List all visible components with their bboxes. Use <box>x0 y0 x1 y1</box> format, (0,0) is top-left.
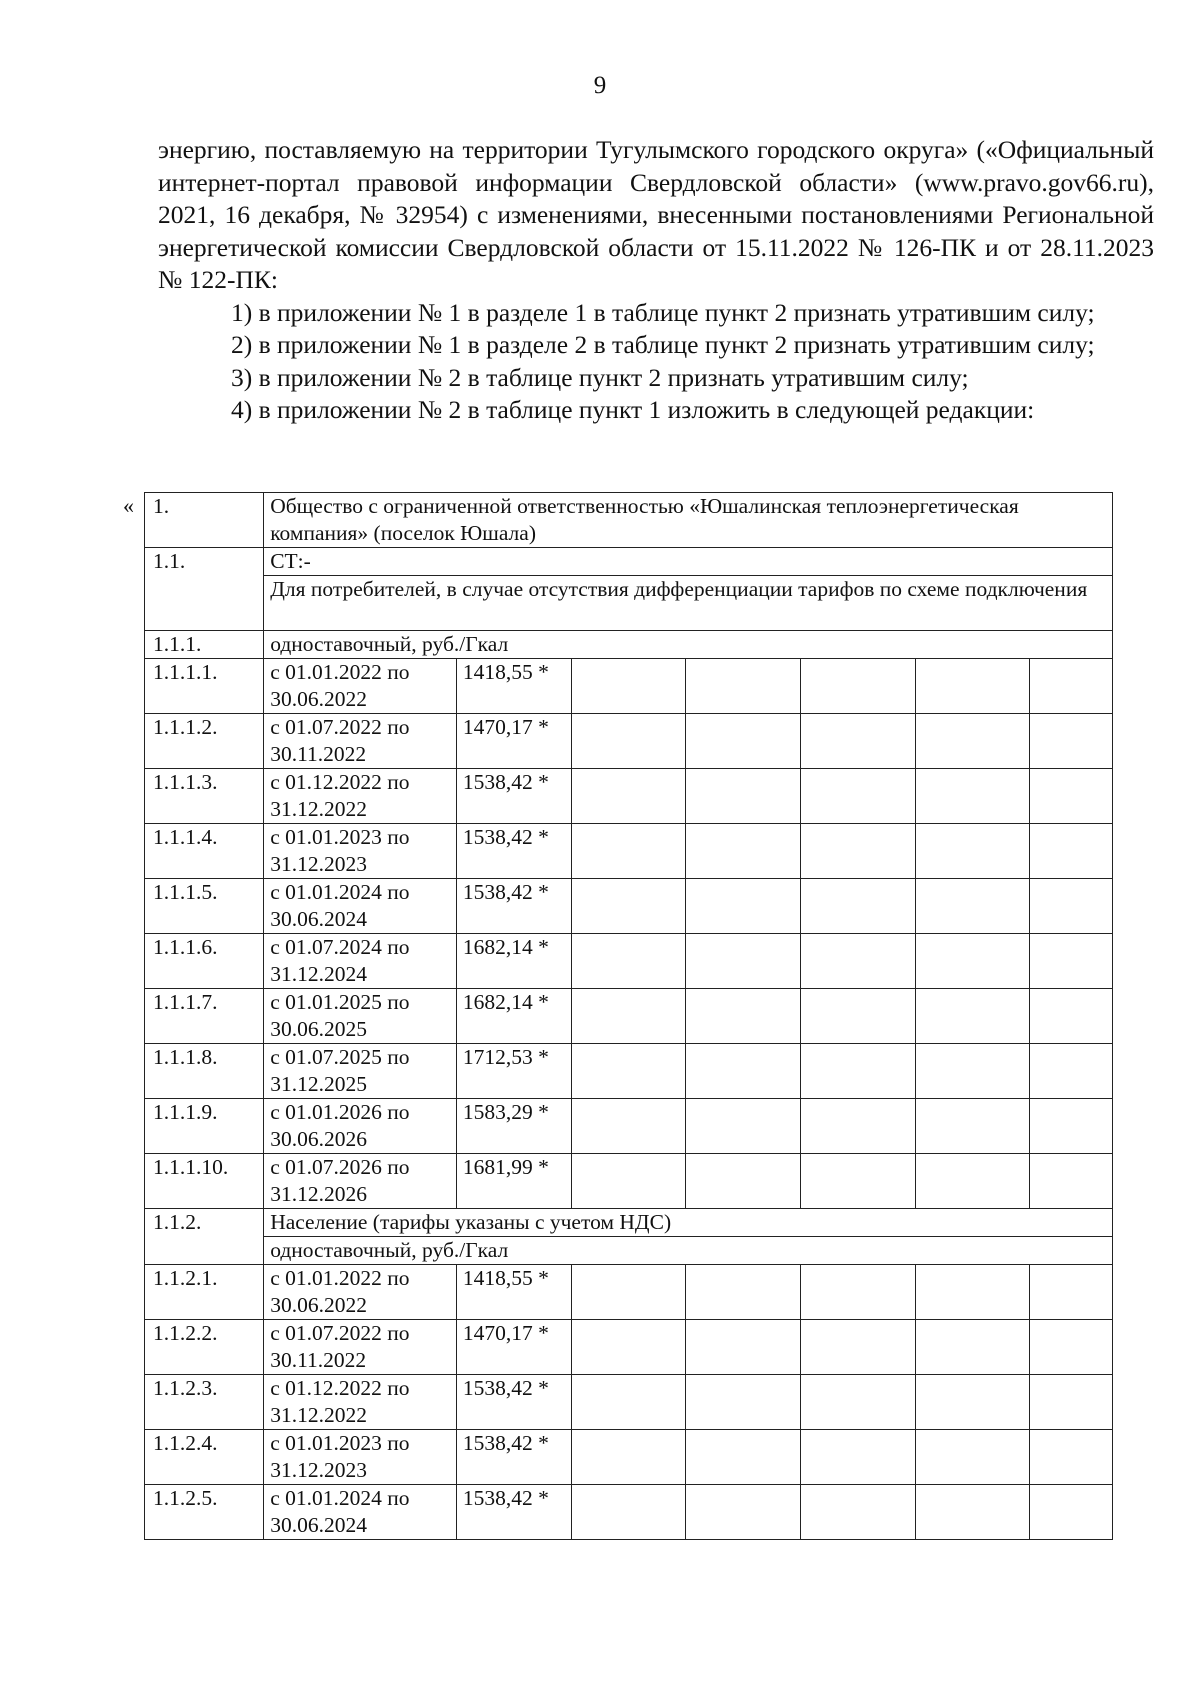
tariff-value: 1538,42 * <box>456 879 571 934</box>
tariff-period: с 01.01.2026 по 30.06.2026 <box>264 1099 457 1154</box>
empty-cell <box>801 769 916 824</box>
empty-cell <box>571 879 686 934</box>
section-label: СТ:- <box>264 548 1113 576</box>
table-row <box>145 824 1113 879</box>
empty-cell <box>801 1375 916 1430</box>
tariff-value: 1538,42 * <box>456 824 571 879</box>
table-row-consumers <box>145 576 1113 631</box>
tariff-period: с 01.01.2023 по 31.12.2023 <box>264 1430 457 1485</box>
tariff-period: с 01.01.2023 по 31.12.2023 <box>264 824 457 879</box>
table-row <box>145 1320 1113 1375</box>
row-number: 1.1.1.6. <box>145 934 264 989</box>
empty-cell <box>686 1099 801 1154</box>
empty-cell <box>571 824 686 879</box>
tariff-period: с 01.07.2022 по 30.11.2022 <box>264 1320 457 1375</box>
row-number: 1.1.2.5. <box>145 1485 264 1540</box>
table-row-group2-sublabel <box>145 1237 1113 1265</box>
tariff-value: 1682,14 * <box>456 989 571 1044</box>
empty-cell <box>571 1044 686 1099</box>
empty-cell <box>571 1099 686 1154</box>
tariff-value: 1418,55 * <box>456 659 571 714</box>
empty-cell <box>686 1044 801 1099</box>
group-label: одноставочный, руб./Гкал <box>264 631 1113 659</box>
empty-cell <box>686 1375 801 1430</box>
empty-cell <box>571 659 686 714</box>
row-number: 1.1.2.4. <box>145 1430 264 1485</box>
empty-cell <box>1030 1485 1113 1540</box>
table-row <box>145 1375 1113 1430</box>
tariff-value: 1712,53 * <box>456 1044 571 1099</box>
empty-cell <box>1030 824 1113 879</box>
empty-cell <box>686 1430 801 1485</box>
empty-cell <box>1030 1430 1113 1485</box>
page-number: 9 <box>593 72 607 99</box>
empty-cell <box>915 769 1030 824</box>
empty-cell <box>686 879 801 934</box>
empty-cell <box>915 1320 1030 1375</box>
empty-cell <box>686 1265 801 1320</box>
tariff-value: 1538,42 * <box>456 1485 571 1540</box>
row-number: 1.1.1.7. <box>145 989 264 1044</box>
row-number: 1.1. <box>145 548 264 631</box>
empty-cell <box>1030 1265 1113 1320</box>
tariff-period: с 01.01.2022 по 30.06.2022 <box>264 1265 457 1320</box>
empty-cell <box>571 1154 686 1209</box>
empty-cell <box>915 1430 1030 1485</box>
empty-cell <box>571 1375 686 1430</box>
empty-cell <box>686 769 801 824</box>
empty-cell <box>1030 769 1113 824</box>
tariff-value: 1681,99 * <box>456 1154 571 1209</box>
empty-cell <box>915 1154 1030 1209</box>
empty-cell <box>801 934 916 989</box>
empty-cell <box>686 934 801 989</box>
row-number: 1.1.1.8. <box>145 1044 264 1099</box>
empty-cell <box>571 1265 686 1320</box>
row-number: 1.1.1.9. <box>145 1099 264 1154</box>
table-row <box>145 879 1113 934</box>
empty-cell <box>915 1485 1030 1540</box>
tariff-period: с 01.07.2025 по 31.12.2025 <box>264 1044 457 1099</box>
item-3-paragraph: 3) в приложении № 2 в таблице пункт 2 признать утратившим силу; <box>231 362 969 392</box>
empty-cell <box>686 989 801 1044</box>
table-row <box>145 1430 1113 1485</box>
empty-cell <box>1030 1154 1113 1209</box>
row-number: 1.1.1.10. <box>145 1154 264 1209</box>
tariff-period: с 01.01.2025 по 30.06.2025 <box>264 989 457 1044</box>
empty-cell <box>801 879 916 934</box>
organization-name: Общество с ограниченной ответственностью «Юшалинская теплоэнергетическая компания» (поселок Юшала) <box>264 493 1113 548</box>
empty-cell <box>801 1320 916 1375</box>
empty-cell <box>801 989 916 1044</box>
table-row-section <box>145 548 1113 576</box>
table-row-group2 <box>145 1209 1113 1237</box>
group-sublabel: одноставочный, руб./Гкал <box>264 1237 1113 1265</box>
table-row <box>145 989 1113 1044</box>
tariff-period: с 01.01.2024 по 30.06.2024 <box>264 1485 457 1540</box>
empty-cell <box>571 714 686 769</box>
empty-cell <box>1030 1099 1113 1154</box>
row-number: 1.1.1. <box>145 631 264 659</box>
empty-cell <box>801 1154 916 1209</box>
empty-cell <box>1030 989 1113 1044</box>
tariff-value: 1470,17 * <box>456 714 571 769</box>
tariff-value: 1682,14 * <box>456 934 571 989</box>
row-number: 1.1.1.4. <box>145 824 264 879</box>
empty-cell <box>1030 934 1113 989</box>
empty-cell <box>915 1375 1030 1430</box>
row-number: 1.1.1.1. <box>145 659 264 714</box>
empty-cell <box>915 714 1030 769</box>
consumers-label: Для потребителей, в случае отсутствия дифференциации тарифов по схеме подключения <box>264 576 1113 631</box>
empty-cell <box>571 1320 686 1375</box>
row-number: 1.1.2.2. <box>145 1320 264 1375</box>
table-row <box>145 1265 1113 1320</box>
tariff-value: 1538,42 * <box>456 769 571 824</box>
group-label: Население (тарифы указаны с учетом НДС) <box>264 1209 1113 1237</box>
table-row <box>145 1154 1113 1209</box>
empty-cell <box>801 1265 916 1320</box>
empty-cell <box>1030 1044 1113 1099</box>
empty-cell <box>801 824 916 879</box>
empty-cell <box>915 1265 1030 1320</box>
opening-quote-mark: « <box>123 493 134 518</box>
tariff-period: с 01.07.2024 по 31.12.2024 <box>264 934 457 989</box>
tariff-value: 1583,29 * <box>456 1099 571 1154</box>
empty-cell <box>915 1044 1030 1099</box>
tariff-value: 1418,55 * <box>456 1265 571 1320</box>
tariff-period: с 01.07.2026 по 31.12.2026 <box>264 1154 457 1209</box>
item-4-paragraph: 4) в приложении № 2 в таблице пункт 1 изложить в следующей редакции: <box>231 395 1035 424</box>
empty-cell <box>571 1430 686 1485</box>
empty-cell <box>1030 1320 1113 1375</box>
empty-cell <box>801 1099 916 1154</box>
empty-cell <box>915 659 1030 714</box>
empty-cell <box>915 824 1030 879</box>
row-number: 1.1.2.3. <box>145 1375 264 1430</box>
row-number: 1.1.1.2. <box>145 714 264 769</box>
table-row <box>145 714 1113 769</box>
empty-cell <box>686 1320 801 1375</box>
tariff-period: с 01.01.2024 по 30.06.2024 <box>264 879 457 934</box>
tariff-period: с 01.01.2022 по 30.06.2022 <box>264 659 457 714</box>
empty-cell <box>915 934 1030 989</box>
row-number: 1.1.1.3. <box>145 769 264 824</box>
item-1-paragraph: 1) в приложении № 1 в разделе 1 в таблице пункт 2 признать утратившим силу; <box>231 297 1095 327</box>
empty-cell <box>571 1485 686 1540</box>
empty-cell <box>915 1099 1030 1154</box>
empty-cell <box>1030 714 1113 769</box>
tariff-value: 1538,42 * <box>456 1430 571 1485</box>
empty-cell <box>801 659 916 714</box>
empty-cell <box>1030 659 1113 714</box>
empty-cell <box>571 989 686 1044</box>
table-row <box>145 1099 1113 1154</box>
table-row <box>145 1044 1113 1099</box>
empty-cell <box>801 1044 916 1099</box>
row-number: 1.1.1.5. <box>145 879 264 934</box>
empty-cell <box>801 1430 916 1485</box>
intro-paragraph: энергию, поставляемую на территории Тугулымского городского округа» («Официальный интернет-портал правовой информации Свердловской области» (www.pravo.gov66.ru), 2021, 16 декабря, № 32954) с изменениями, внесенными постановлениями Региональной энергетической комиссии Свердловской области от 15.11.2022 № 126-ПК и от 28.11.2023 № 122-ПК: <box>158 135 1154 294</box>
row-number: 1.1.2.1. <box>145 1265 264 1320</box>
empty-cell <box>915 989 1030 1044</box>
table-row-group1 <box>145 631 1113 659</box>
document-body <box>158 134 1154 427</box>
tariff-period: с 01.07.2022 по 30.11.2022 <box>264 714 457 769</box>
empty-cell <box>686 714 801 769</box>
empty-cell <box>915 879 1030 934</box>
row-number: 1. <box>145 493 264 548</box>
tariff-value: 1538,42 * <box>456 1375 571 1430</box>
empty-cell <box>686 1485 801 1540</box>
empty-cell <box>1030 1375 1113 1430</box>
tariff-table <box>144 492 1113 1540</box>
tariff-period: с 01.12.2022 по 31.12.2022 <box>264 1375 457 1430</box>
table-row <box>145 659 1113 714</box>
row-number: 1.1.2. <box>145 1209 264 1265</box>
table-row-organization <box>145 493 1113 548</box>
empty-cell <box>1030 879 1113 934</box>
table-row <box>145 934 1113 989</box>
empty-cell <box>686 824 801 879</box>
empty-cell <box>571 934 686 989</box>
tariff-value: 1470,17 * <box>456 1320 571 1375</box>
table-row <box>145 1485 1113 1540</box>
empty-cell <box>686 1154 801 1209</box>
empty-cell <box>686 659 801 714</box>
table-row <box>145 769 1113 824</box>
empty-cell <box>801 1485 916 1540</box>
item-2-paragraph: 2) в приложении № 1 в разделе 2 в таблице пункт 2 признать утратившим силу; <box>231 330 1095 359</box>
empty-cell <box>571 769 686 824</box>
empty-cell <box>801 714 916 769</box>
tariff-period: с 01.12.2022 по 31.12.2022 <box>264 769 457 824</box>
